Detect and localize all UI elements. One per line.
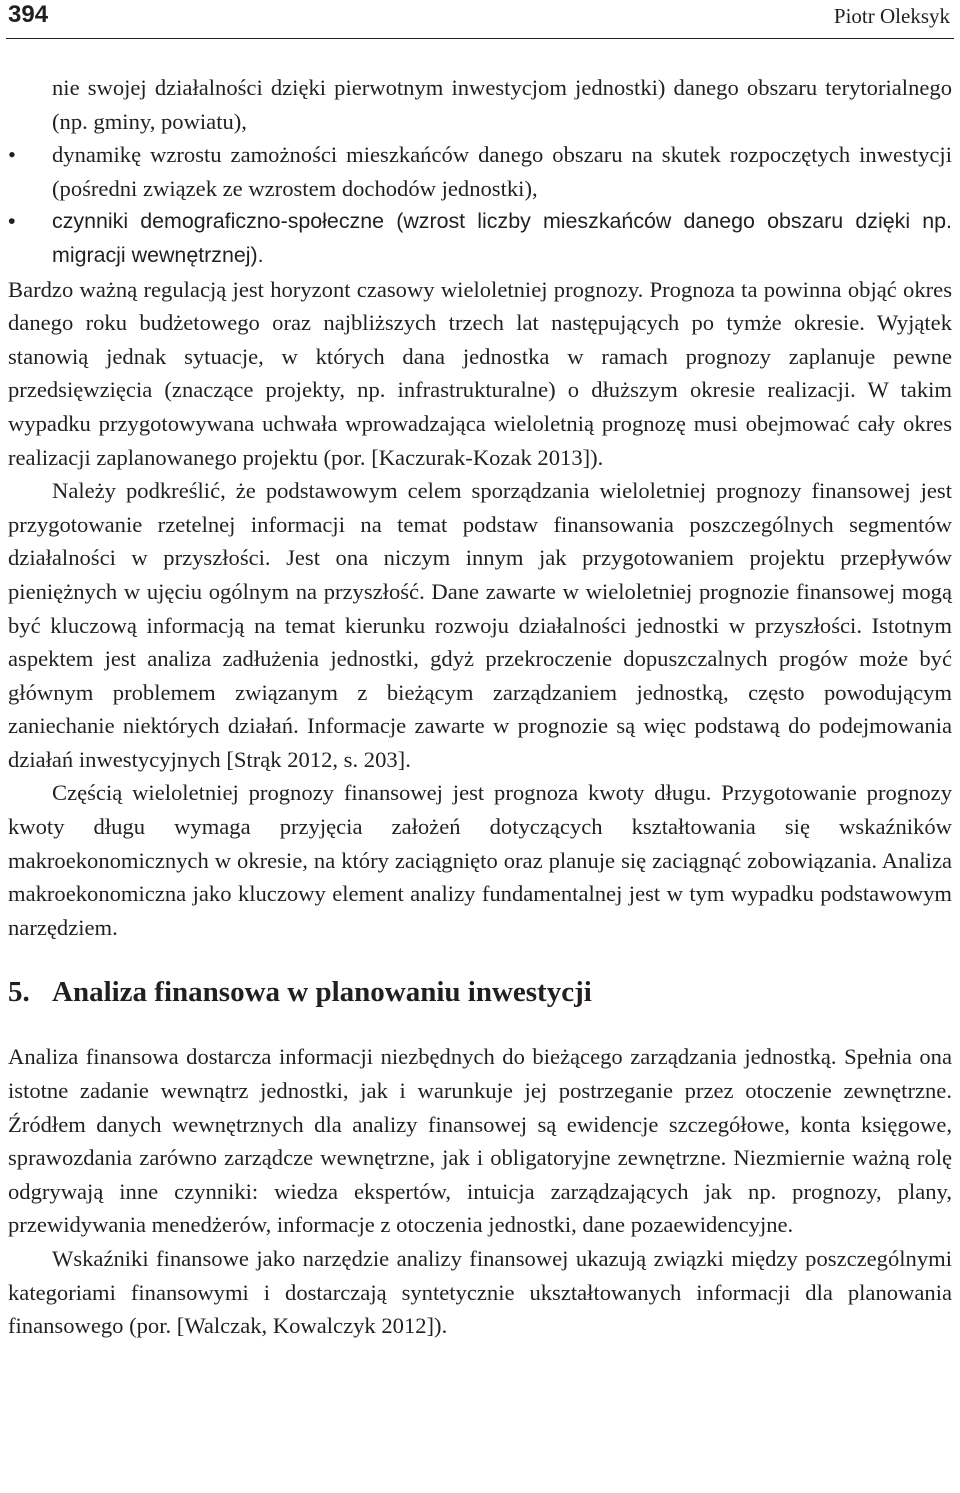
page-body — [0, 39, 960, 1343]
section-number: 5. — [8, 976, 30, 1009]
list-item — [8, 205, 952, 272]
bullet-icon: • — [8, 142, 16, 168]
running-header-author: Piotr Oleksyk — [833, 4, 950, 28]
bullet-continuation-text: nie swojej działalności dzięki pierwotnym inwestycjom jednostki) danego obszaru terytorialnego (np. gminy, powiatu), — [52, 75, 952, 134]
page-number: 394 — [8, 1, 49, 28]
paragraph: Wskaźniki finansowe jako narzędzie analizy finansowej ukazują związki między poszczególnymi kategoriami finansowymi i dostarczają syntetycznie ukształtowanych informacji dla planowania finansowego (por. [Walczak, Kowalczyk 2012]). — [8, 1246, 952, 1339]
running-header — [6, 0, 954, 39]
list-item — [8, 138, 952, 205]
section-title: Analiza finansowa w planowaniu inwestycji — [52, 976, 592, 1009]
bullet-icon: • — [8, 209, 16, 234]
paragraph: Analiza finansowa dostarcza informacji niezbędnych do bieżącego zarządzania jednostką. Spełnia ona istotne zadanie wewnątrz jednostki, jak i warunkuje jej postrzeganie przez otoczenie zewnętrzne. Źródłem danych wewnętrznych dla analizy finansowej są ewidencje szczegółowe, konta księgowe, sprawozdania zarówno zarządcze wewnętrzne, jak i obligatoryjne zewnętrzne. Niezmiernie ważną rolę odgrywają inne czynniki: wiedza ekspertów, intuicja zarządzających jak np. prognozy, plany, przewidywania menedżerów, informacje z otoczenia jednostki, dane pozaewidencyjne. — [8, 1044, 952, 1238]
paragraph: Należy podkreślić, że podstawowym celem sporządzania wieloletniej prognozy finansowej jest przygotowanie rzetelnej informacji na temat podstaw finansowania poszczególnych segmentów działalności w przyszłości. Jest ona niczym innym jak przygotowaniem projektu przepływów pieniężnych w ujęciu ogólnym na przyszłość. Dane zawarte w wieloletniej prognozie finansowej mogą być kluczową informacją na temat kierunku rozwoju działalności jednostki w przyszłości. Istotnym aspektem jest analiza zadłużenia jednostki, gdyż przekroczenie dopuszczalnych progów może być głównym problemem związanym z bieżącym zarządzaniem jednostką, często powodującym zaniechanie niektórych działań. Informacje zawarte w prognozie są więc podstawą do podejmowania działań inwestycyjnych [Strąk 2012, s. 203]. — [8, 478, 952, 772]
paragraph: Częścią wieloletniej prognozy finansowej jest prognoza kwoty długu. Przygotowanie prognozy kwoty długu wymaga przyjęcia założeń dotyczących kształtowania się wskaźników makroekonomicznych w okresie, na który zaciągnięto oraz planuje się zaciągnąć zobowiązania. Analiza makroekonomiczna jako kluczowy element analizy fundamentalnej jest w tym wypadku podstawowym narzędziem. — [8, 780, 952, 940]
list-item-text: czynniki demograficzno-społeczne (wzrost liczby mieszkańców danego obszaru dzięki np. migracji wewnętrznej). — [52, 209, 952, 267]
list-item-text: dynamikę wzrostu zamożności mieszkańców danego obszaru na skutek rozpoczętych inwestycji (pośredni związek ze wzrostem dochodów jednostki), — [52, 142, 952, 201]
bullet-list — [8, 138, 952, 272]
section-heading — [8, 974, 952, 1010]
paragraph: Bardzo ważną regulacją jest horyzont czasowy wieloletniej prognozy. Prognoza ta powinna objąć okres danego roku budżetowego oraz najbliższych trzech lat następujących po tymże okresie. Wyjątek stanowią jednak sytuacje, w których dana jednostka w ramach prognozy zaplanuje pewne przedsięwzięcia (znaczące projekty, np. infrastrukturalne) o dłuższym okresie realizacji. W takim wypadku przygotowywana uchwała wprowadzająca wieloletnią prognozę musi obejmować cały okres realizacji zaplanowanego projektu (por. [Kaczurak-Kozak 2013]). — [8, 276, 952, 470]
